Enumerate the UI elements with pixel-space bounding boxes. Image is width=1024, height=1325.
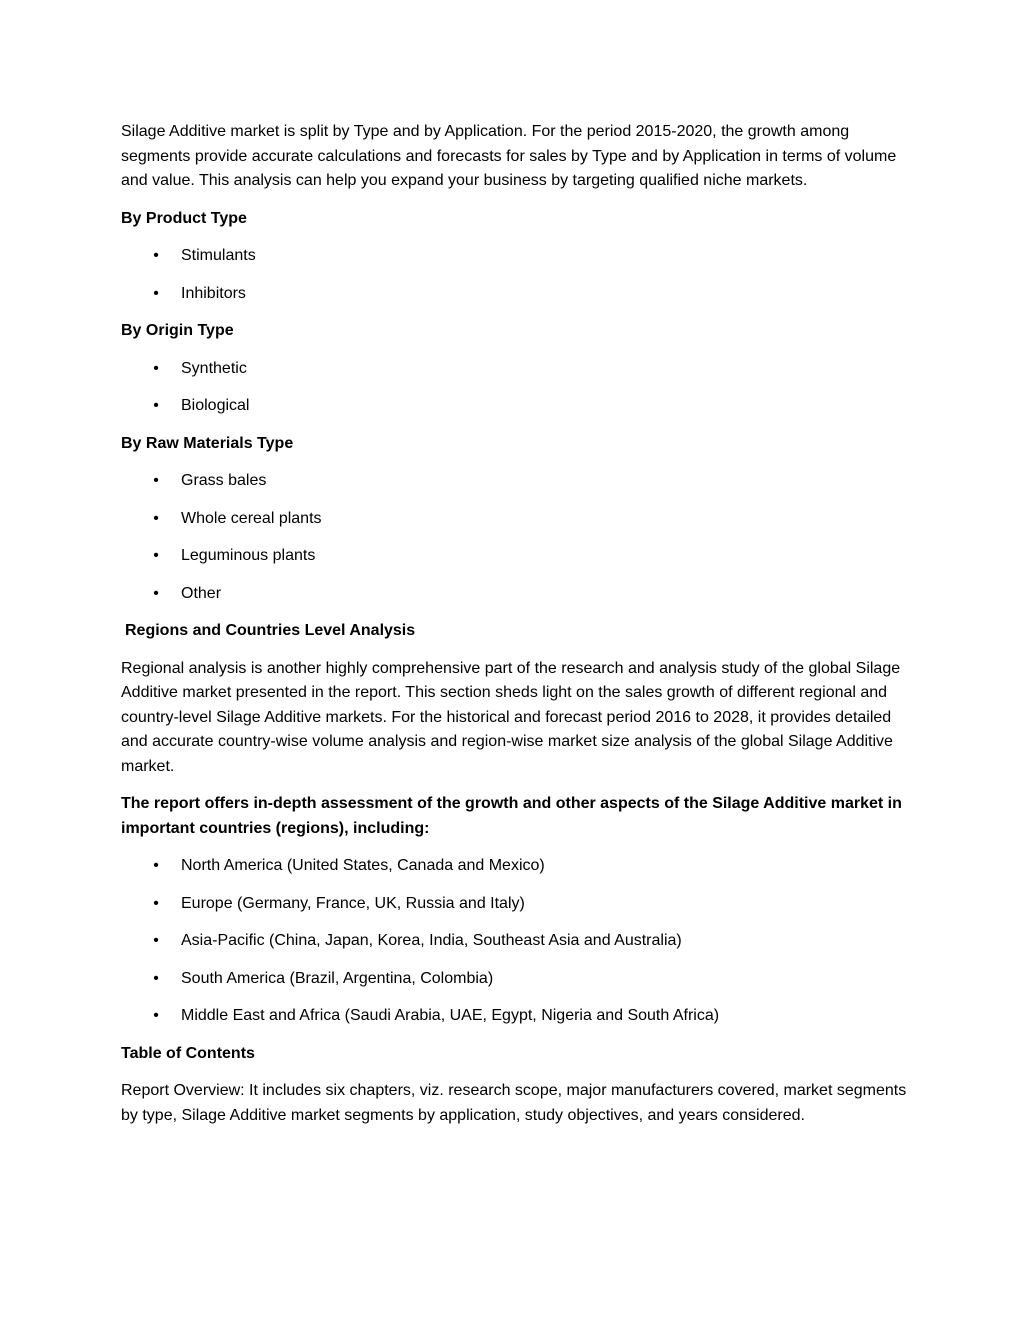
list-item-label: Asia-Pacific (China, Japan, Korea, India, Southeast Asia and Australia): [181, 932, 682, 949]
list-item: [121, 394, 911, 419]
raw-materials-list: [121, 469, 911, 606]
list-item-label: Inhibitors: [181, 284, 246, 302]
list-item: [121, 357, 911, 382]
bullet-icon: •: [153, 894, 159, 912]
document-page: [121, 120, 911, 1141]
toc-paragraph: Report Overview: It includes six chapters, viz. research scope, major manufacturers covered, market segments by type, Silage Additive market segments by application, study objectives, and years considered.: [121, 1082, 907, 1124]
bullet-icon: •: [153, 1007, 159, 1024]
list-item-label: Grass bales: [181, 472, 267, 489]
regions-list: [121, 854, 911, 1029]
list-item-label: Middle East and Africa (Saudi Arabia, UAE, Egypt, Nigeria and South Africa): [181, 1007, 720, 1024]
regions-paragraph: Regional analysis is another highly comprehensive part of the research and analysis study of the global Silage Additive market presented in the report. This section sheds light on the sales growth of different regional and country-level Silage Additive markets. For the historical and forecast period 2016 to 2028, it provides detailed and accurate country-wise volume analysis and region-wise market size analysis of the global Silage Additive market.: [121, 659, 901, 775]
product-type-list: [121, 244, 911, 306]
list-item-label: North America (United States, Canada and Mexico): [181, 857, 545, 874]
bullet-icon: •: [153, 359, 159, 377]
list-item-label: Biological: [181, 397, 250, 414]
list-item: [121, 507, 911, 532]
origin-type-heading: By Origin Type: [121, 322, 234, 339]
report-offers-heading: The report offers in-depth assessment of the growth and other aspects of the Silage Additive market in important countries (regions), including:: [121, 795, 902, 837]
list-item-label: Stimulants: [181, 247, 256, 264]
origin-type-list: [121, 357, 911, 419]
list-item: [121, 854, 911, 879]
list-item: [121, 1004, 911, 1029]
regions-heading: Regions and Countries Level Analysis: [125, 622, 416, 639]
list-item-label: Europe (Germany, France, UK, Russia and Italy): [181, 894, 525, 912]
bullet-icon: •: [153, 284, 159, 302]
list-item: [121, 544, 911, 569]
list-item: [121, 282, 911, 307]
list-item-label: Other: [181, 584, 222, 602]
list-item: [121, 892, 911, 917]
list-item: [121, 929, 911, 954]
list-item: [121, 244, 911, 269]
toc-heading: Table of Contents: [121, 1044, 255, 1062]
bullet-icon: •: [153, 547, 159, 564]
intro-paragraph: Silage Additive market is split by Type and by Application. For the period 2015-2020, the growth among segments provide accurate calculations and forecasts for sales by Type and by Application in terms of volume and value. This analysis can help you expand your business by targeting qualified niche markets.: [121, 123, 897, 189]
bullet-icon: •: [153, 932, 159, 949]
bullet-icon: •: [153, 397, 159, 414]
bullet-icon: •: [153, 472, 159, 489]
bullet-icon: •: [153, 857, 159, 874]
product-type-heading: By Product Type: [121, 209, 247, 227]
list-item-label: Leguminous plants: [181, 547, 316, 564]
list-item-label: Synthetic: [181, 359, 247, 377]
list-item-label: South America (Brazil, Argentina, Colombia): [181, 969, 494, 987]
list-item: [121, 469, 911, 494]
bullet-icon: •: [153, 247, 159, 264]
bullet-icon: •: [153, 584, 159, 602]
list-item-label: Whole cereal plants: [181, 509, 322, 527]
raw-materials-heading: By Raw Materials Type: [121, 434, 294, 452]
list-item: [121, 967, 911, 992]
list-item: [121, 582, 911, 607]
bullet-icon: •: [153, 969, 159, 987]
bullet-icon: •: [153, 509, 159, 527]
